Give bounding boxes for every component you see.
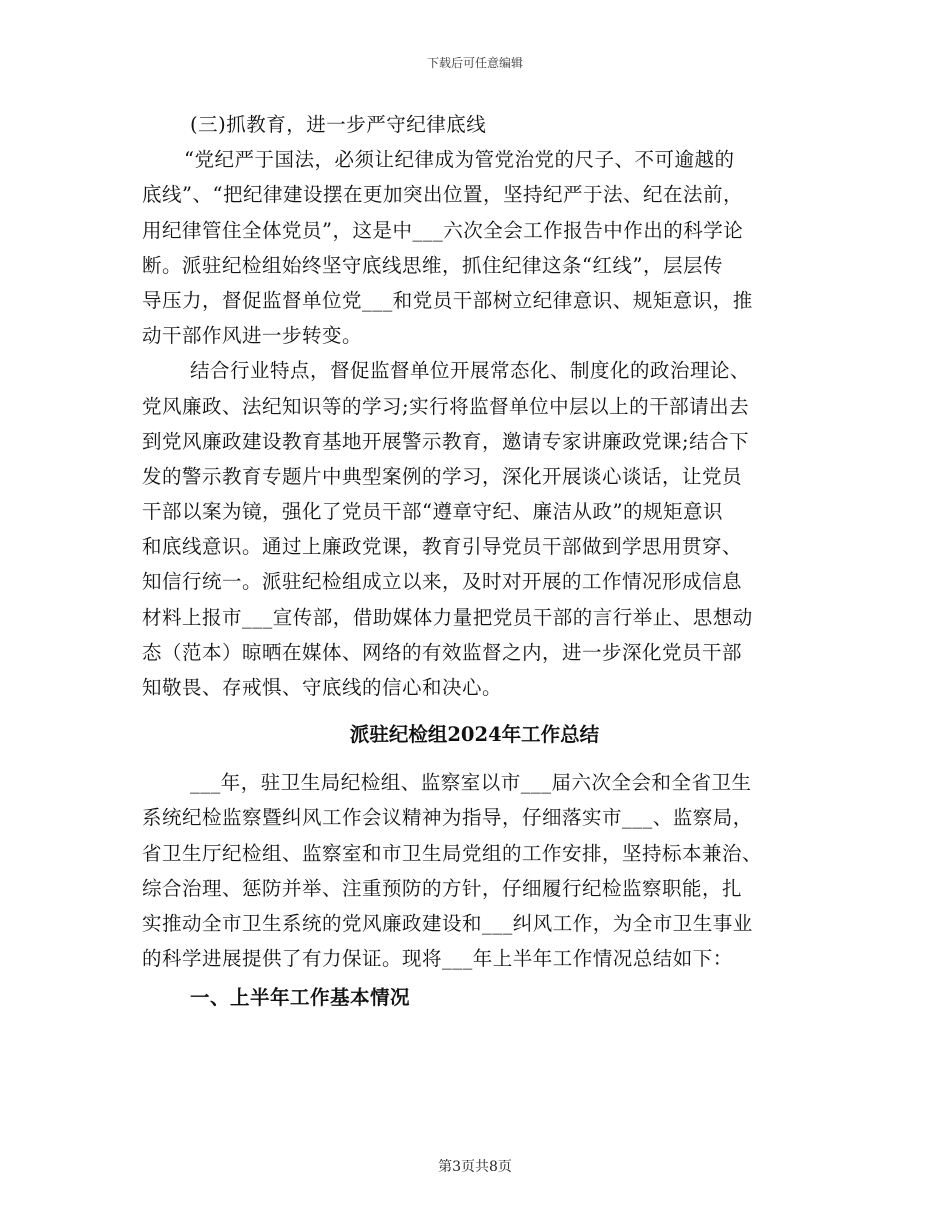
paragraph-line: 党风廉政、法纪知识等的学习;实行将监督单位中层以上的干部请出去: [142, 394, 750, 418]
document-title: 派驻纪检组2024年工作总结: [349, 723, 600, 747]
paragraph-line: 知信行统一。派驻纪检组成立以来，及时对开展的工作情况形成信息: [142, 570, 743, 594]
paragraph-line: 实推动全市卫生系统的党风廉政建设和___纠风工作，为全市卫生事业: [142, 911, 753, 935]
paragraph-line: 系统纪检监察暨纠风工作会议精神为指导，仔细落实市___、监察局，: [142, 806, 753, 830]
paragraph-line: 省卫生厅纪检组、监察室和市卫生局党组的工作安排，坚持标本兼治、: [142, 841, 763, 865]
paragraph-line: 的科学进展提供了有力保证。现将___年上半年工作情况总结如下：: [142, 947, 733, 971]
paragraph-line: 到党风廉政建设教育基地开展警示教育，邀请专家讲廉政党课;结合下: [142, 429, 750, 453]
paragraph-line: 和底线意识。通过上廉政党课，教育引导党员干部做到学思用贯穿、: [142, 535, 743, 559]
paragraph-line: ___年，驻卫生局纪检组、监察室以市___届六次全会和全省卫生: [190, 771, 752, 795]
paragraph-line: 知敬畏、存戒惧、守底线的信心和决心。: [142, 676, 503, 699]
paragraph-line: 材料上报市___宣传部，借助媒体力量把党员干部的言行举止、思想动: [142, 605, 753, 629]
page-header: 下载后可任意编辑: [426, 56, 523, 70]
section-heading: (三)抓教育，进一步严守纪律底线: [190, 113, 487, 136]
paragraph-line: “党纪严于国法，必须让纪律成为管党治党的尺子、不可逾越的: [184, 148, 735, 172]
paragraph-line: 用纪律管住全体党员”，这是中___六次全会工作报告中作出的科学论: [142, 218, 744, 242]
paragraph-line: 断。派驻纪检组始终坚守底线思维，抓住纪律这条“红线”，层层传: [142, 253, 723, 277]
paragraph-line: 导压力，督促监督单位党___和党员干部树立纪律意识、规矩意识，推: [142, 288, 753, 312]
paragraph-line: 结合行业特点，督促监督单位开展常态化、制度化的政治理论、: [190, 359, 751, 383]
paragraph-line: 干部以案为镜，强化了党员干部“遵章守纪、廉洁从政”的规矩意识: [142, 500, 723, 524]
paragraph-line: 底线”、“把纪律建设摆在更加突出位置，坚持纪严于法、纪在法前，: [142, 183, 743, 207]
paragraph-line: 动干部作风进一步转变。: [142, 324, 363, 348]
page-number: 第3页共8页: [438, 1159, 512, 1175]
paragraph-line: 发的警示教育专题片中典型案例的学习，深化开展谈心谈话，让党员: [142, 464, 743, 488]
section-heading-1: 一、上半年工作基本情况: [190, 986, 411, 1010]
paragraph-line: 态（范本）晾晒在媒体、网络的有效监督之内，进一步深化党员干部: [142, 640, 743, 664]
paragraph-line: 综合治理、惩防并举、注重预防的方针，仔细履行纪检监察职能，扎: [142, 876, 743, 900]
document-body: [142, 107, 822, 1020]
